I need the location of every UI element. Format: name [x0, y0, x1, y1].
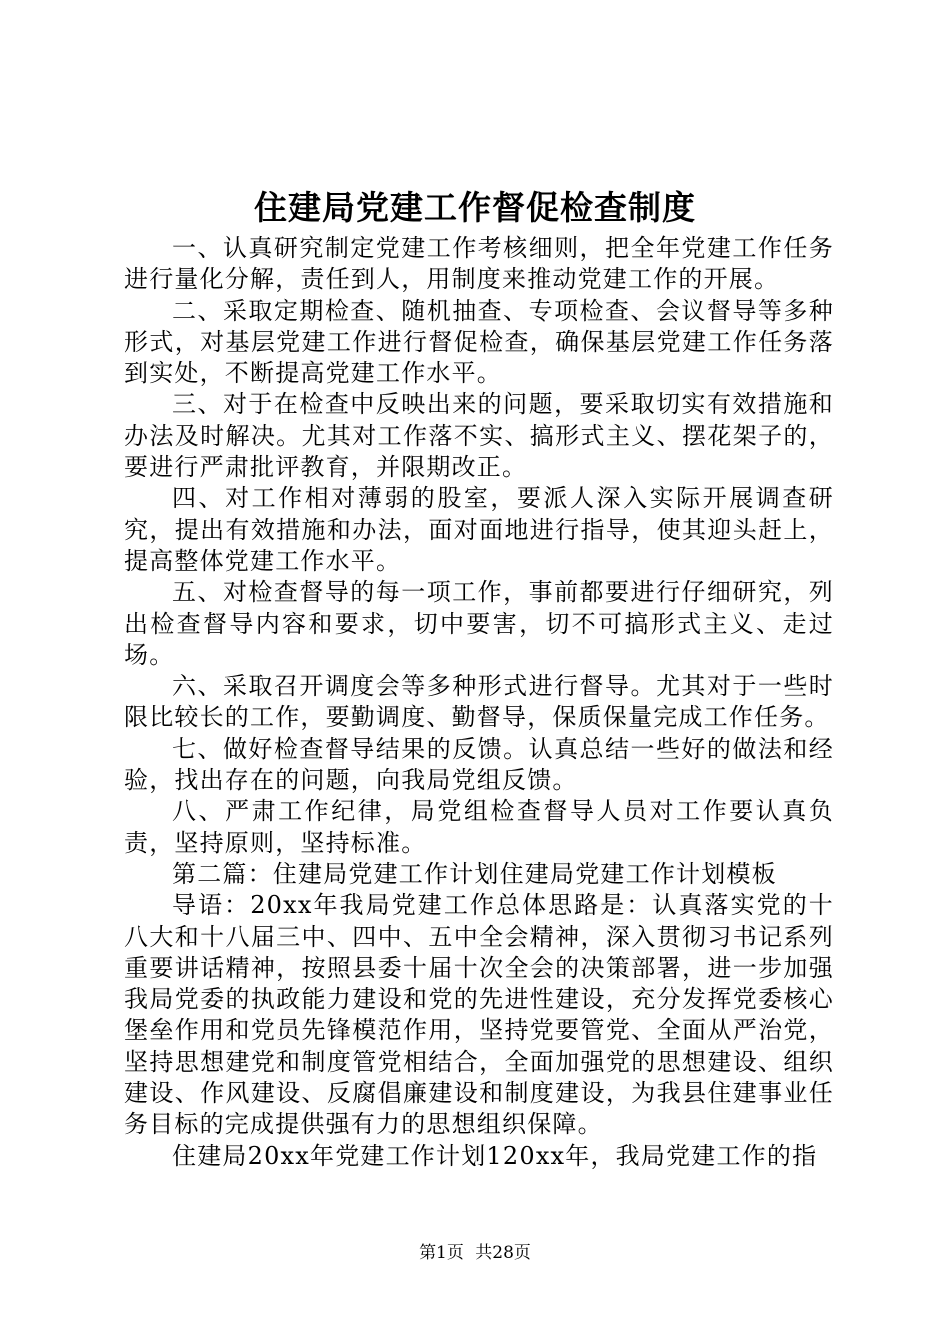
paragraph-8: 八、严肃工作纪律，局党组检查督导人员对工作要认真负责，坚持原则，坚持标准。: [124, 797, 834, 857]
document-body: [124, 233, 834, 1172]
section-heading: 第二篇：住建局党建工作计划住建局党建工作计划模板: [172, 859, 777, 888]
paragraph-7: 七、做好检查督导结果的反馈。认真总结一些好的做法和经验，找出存在的问题，向我局党组反馈。: [124, 734, 834, 795]
paragraph-4: 四、对工作相对薄弱的股室，要派人深入实际开展调查研究，提出有效措施和办法，面对面地进行指导，使其迎头赶上，提高整体党建工作水平。: [124, 484, 834, 575]
page-number: 第1页: [419, 1243, 464, 1263]
paragraph-5: 五、对检查督导的每一项工作，事前都要进行仔细研究，列出检查督导内容和要求，切中要害，切不可搞形式主义、走过场。: [124, 578, 834, 669]
paragraph-6: 六、采取召开调度会等多种形式进行督导。尤其对于一些时限比较长的工作，要勤调度、勤督导，保质保量完成工作任务。: [124, 672, 834, 732]
page-total: 共28页: [475, 1243, 531, 1263]
page-footer: [0, 1242, 950, 1264]
paragraph-1: 一、认真研究制定党建工作考核细则，把全年党建工作任务进行量化分解，责任到人，用制度来推动党建工作的开展。: [124, 234, 834, 294]
paragraph-plan: 住建局20xx年党建工作计划120xx年，我局党建工作的指: [172, 1141, 818, 1170]
document-title: 住建局党建工作督促检查制度: [254, 188, 696, 227]
paragraph-3: 三、对于在检查中反映出来的问题，要采取切实有效措施和办法及时解决。尤其对工作落不实、搞形式主义、摆花架子的，要进行严肃批评教育，并限期改正。: [124, 390, 834, 482]
paragraph-intro: 导语：20xx年我局党建工作总体思路是：认真落实党的十八大和十八届三中、四中、五中全会精神，深入贯彻习书记系列重要讲话精神，按照县委十届十次全会的决策部署，进一步加强我局党委的执政能力建设和党的先进性建设，充分发挥党委核心堡垒作用和党员先锋模范作用，坚持党要管党、全面从严治党，坚持思想建党和制度管党相结合，全面加强党的思想建设、组织建设、作风建设、反腐倡廉建设和制度建设，为我县住建事业任务目标的完成提供强有力的思想组织保障。: [124, 891, 834, 1139]
paragraph-2: 二、采取定期检查、随机抽查、专项检查、会议督导等多种形式，对基层党建工作进行督促检查，确保基层党建工作任务落到实处，不断提高党建工作水平。: [124, 296, 834, 388]
